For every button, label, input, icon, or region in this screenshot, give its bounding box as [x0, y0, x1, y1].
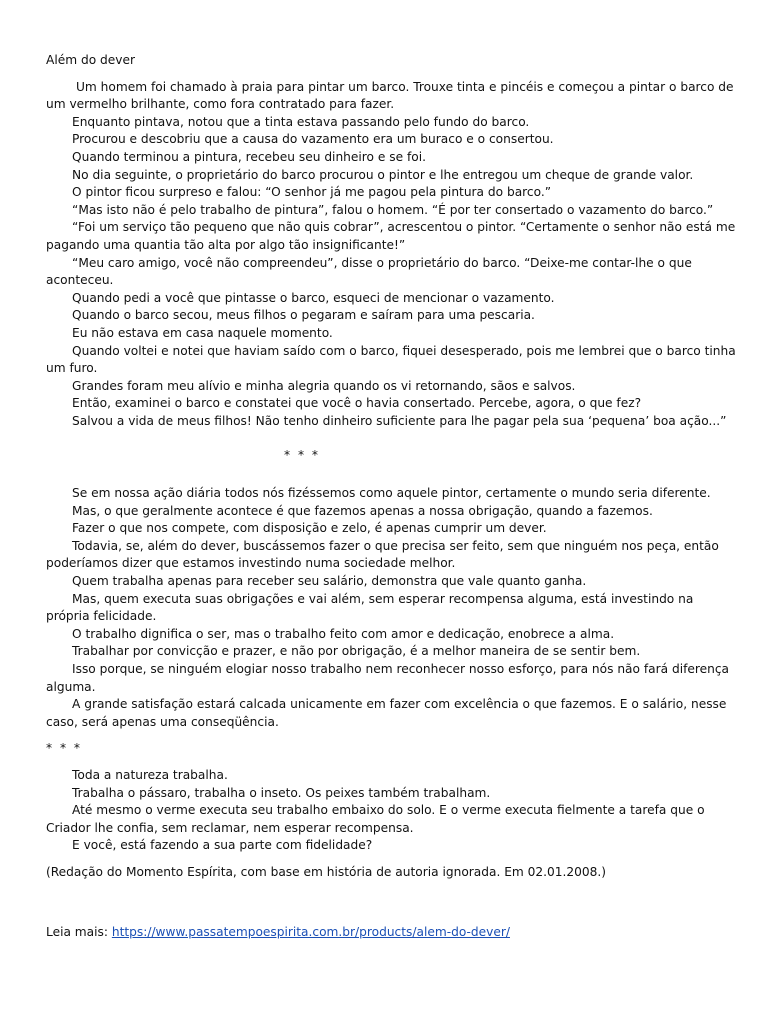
- document-page: [46, 52, 740, 941]
- read-more-link[interactable]: https://www.passatempoespirita.com.br/products/alem-do-dever/: [111, 924, 510, 939]
- reflection-section: [46, 485, 740, 731]
- story-paragraph: “Meu caro amigo, você não compreendeu”, disse o proprietário do barco. “Deixe-me contar-lhe o que aconteceu.: [46, 255, 692, 288]
- reflection-paragraph: Trabalhar por convicção e prazer, e não por obrigação, é a melhor maneira de se sentir bem.: [72, 644, 641, 659]
- story-paragraph: Um homem foi chamado à praia para pintar um barco. Trouxe tinta e pincéis e começou a pintar o barco de um vermelho brilhante, como fora contratado para fazer.: [46, 79, 734, 112]
- reflection-paragraph: Fazer o que nos compete, com disposição e zelo, é apenas cumprir um dever.: [72, 521, 547, 536]
- reflection-paragraph: Mas, quem executa suas obrigações e vai além, sem esperar recompensa alguma, está investindo na própria felicidade.: [46, 591, 694, 624]
- reflection-paragraph: O trabalho dignifica o ser, mas o trabalho feito com amor e dedicação, enobrece a alma.: [72, 626, 615, 641]
- reflection-paragraph: Se em nossa ação diária todos nós fizéssemos como aquele pintor, certamente o mundo seria diferente.: [72, 486, 711, 501]
- closing-section: [46, 767, 740, 855]
- closing-paragraph: Toda a natureza trabalha.: [72, 767, 228, 782]
- source-credit: (Redação do Momento Espírita, com base em história de autoria ignorada. Em 02.01.2008.): [46, 864, 607, 879]
- story-paragraph: Quando pedi a você que pintasse o barco, esqueci de mencionar o vazamento.: [72, 290, 555, 305]
- story-paragraph: Salvou a vida de meus filhos! Não tenho dinheiro suficiente para lhe pagar pela sua ‘pequena’ boa ação...”: [72, 413, 727, 428]
- story-paragraph: Quando terminou a pintura, recebeu seu dinheiro e se foi.: [72, 149, 426, 164]
- story-paragraph: Enquanto pintava, notou que a tinta estava passando pelo fundo do barco.: [72, 114, 530, 129]
- section-separator: * * *: [46, 741, 83, 756]
- closing-paragraph: Até mesmo o verme executa seu trabalho embaixo do solo. E o verme executa fielmente a tarefa que o Criador lhe confia, sem reclamar, nem esperar recompensa.: [46, 803, 705, 835]
- story-paragraph: Quando voltei e notei que haviam saído com o barco, fiquei desesperado, pois me lembrei que o barco tinha um furo.: [46, 343, 736, 376]
- story-paragraph: “Mas isto não é pelo trabalho de pintura”, falou o homem. “É por ter consertado o vazamento do barco.”: [72, 202, 714, 217]
- reflection-paragraph: Mas, o que geralmente acontece é que fazemos apenas a nossa obrigação, quando a fazemos.: [72, 503, 653, 518]
- story-paragraph: No dia seguinte, o proprietário do barco procurou o pintor e lhe entregou um cheque de grande valor.: [72, 167, 694, 182]
- closing-paragraph: E você, está fazendo a sua parte com fidelidade?: [72, 838, 373, 853]
- story-paragraph: Quando o barco secou, meus filhos o pegaram e saíram para uma pescaria.: [72, 308, 535, 323]
- read-more-label: Leia mais:: [46, 924, 112, 939]
- reflection-paragraph: Todavia, se, além do dever, buscássemos fazer o que precisa ser feito, sem que ninguém nos peça, então poderíamos dizer que estamos investindo numa sociedade melhor.: [46, 538, 719, 571]
- document-title: Além do dever: [46, 53, 135, 67]
- read-more-line: [46, 924, 740, 942]
- section-separator: * * *: [284, 448, 321, 463]
- story-paragraph: “Foi um serviço tão pequeno que não quis cobrar”, acrescentou o pintor. “Certamente o senhor não está me pagando uma quantia tão alta por algo tão insignificante!”: [46, 220, 736, 252]
- story-section: [46, 79, 740, 431]
- reflection-paragraph: A grande satisfação estará calcada unicamente em fazer com excelência o que fazemos. E o salário, nesse caso, será apenas uma conseqüência.: [46, 697, 727, 729]
- reflection-paragraph: Quem trabalha apenas para receber seu salário, demonstra que vale quanto ganha.: [72, 574, 587, 589]
- story-paragraph: O pintor ficou surpreso e falou: “O senhor já me pagou pela pintura do barco.”: [72, 185, 552, 200]
- story-paragraph: Então, examinei o barco e constatei que você o havia consertado. Percebe, agora, o que fez?: [72, 396, 642, 411]
- closing-paragraph: Trabalha o pássaro, trabalha o inseto. Os peixes também trabalham.: [72, 785, 491, 800]
- reflection-paragraph: Isso porque, se ninguém elogiar nosso trabalho nem reconhecer nosso esforço, para nós não fará diferença alguma.: [46, 662, 730, 694]
- story-paragraph: Grandes foram meu alívio e minha alegria quando os vi retornando, sãos e salvos.: [72, 378, 576, 393]
- story-paragraph: Eu não estava em casa naquele momento.: [72, 325, 333, 340]
- story-paragraph: Procurou e descobriu que a causa do vazamento era um buraco e o consertou.: [72, 132, 554, 147]
